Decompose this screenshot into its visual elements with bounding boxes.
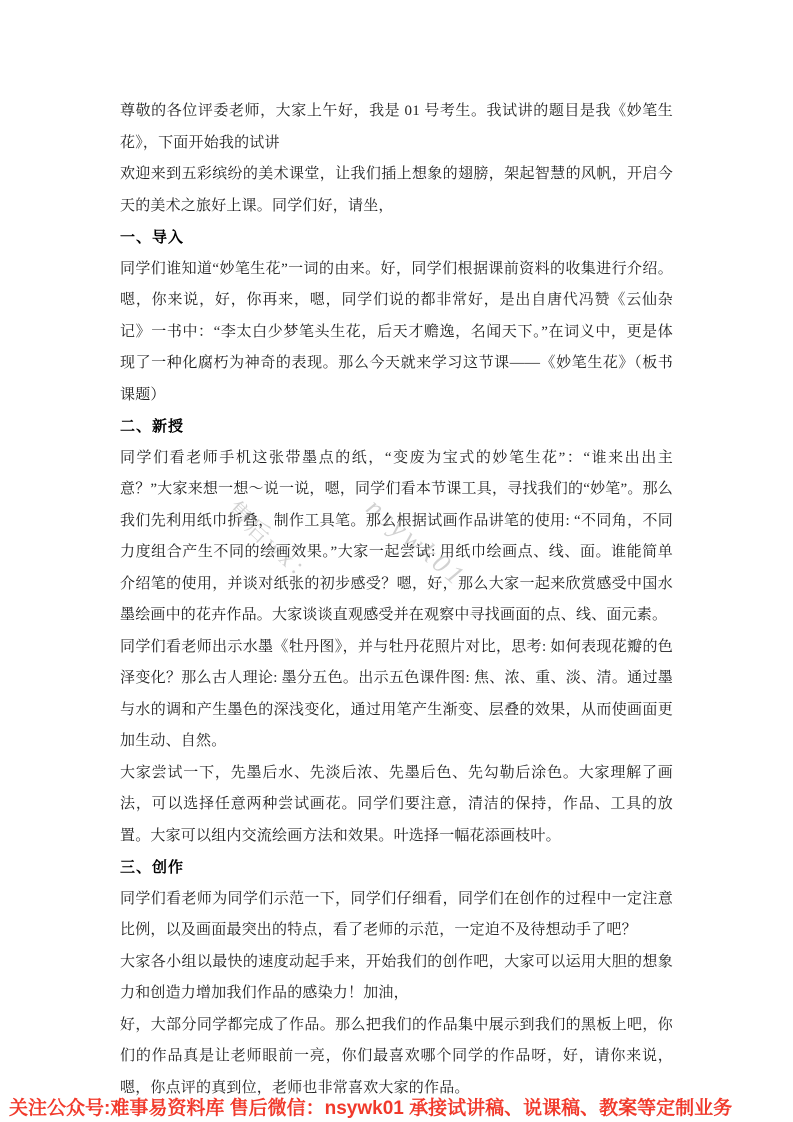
watermark-text-code: nsywk01 <box>360 492 473 593</box>
paragraph-xinshou-body-2: 同学们看老师出示水墨《牡丹图》，并与牡丹花照片对比，思考: 如何表现花瓣的色泽变化？那么古人理论: 墨分五色。出示五色课件图: 焦、浓、重、淡、清。通过墨与水的调和产生墨色的深浅变化，通过用笔产生渐变、层叠的效果，从而使画面更加生动、自然。 <box>120 638 673 749</box>
section-heading-xinshou: 二、新授 <box>120 418 185 435</box>
paragraph-daoru-body: 同学们谁知道“妙笔生花”一词的由来。好，同学们根据课前资料的收集进行介绍。嗯，你来说，好，你再来，嗯，同学们说的都非常好，是出自唐代冯赞《云仙杂记》一书中：“李太白少梦笔头生花，后天才赡逸，名闻天下。”在词义中，更是体现了一种化腐朽为神奇的表现。那么今天就来学习这节课——《妙笔生花》（板书课题） <box>120 260 673 403</box>
footer-promo-banner: 关注公众号:难事易资料库 售后微信：nsywk01 承接试讲稿、说课稿、教案等定制业务 <box>9 1098 733 1119</box>
paragraph-chuangzuo-body-1: 同学们看老师为同学们示范一下，同学们仔细看，同学们在创作的过程中一定注意比例，以及画面最突出的特点，看了老师的示范，一定迫不及待想动手了吧？ <box>120 890 673 938</box>
paragraph-greeting: 尊敬的各位评委老师，大家上午好，我是 01 号考生。我试讲的题目是我《妙笔生花》，下面开始我的试讲 <box>120 103 673 151</box>
watermark-text-cn: 售后wx： <box>221 496 321 592</box>
paragraph-chuangzuo-body-2: 大家各小组以最快的速度动起手来，开始我们的创作吧，大家可以运用大胆的想象力和创造力增加我们作品的感染力！加油， <box>120 953 673 1001</box>
paragraph-xinshou-body-1: 同学们看老师手机这张带墨点的纸，“变废为宝式的妙笔生花”：“谁来出出主意？”大家来想一想～说一说，嗯，同学们看本节课工具，寻找我们的“妙笔”。那么我们先利用纸巾折叠，制作工具笔。那么根据试画作品讲笔的使用: “不同角，不同力度组合产生不同的绘画效果。”大家一起尝试: 用纸巾绘画点、线、面。谁能简单介绍笔的使用，并谈对纸张的初步感受？嗯，好，那么大家一起来欣赏感受中国水墨绘画中的花卉作品。大家谈谈直观感受并在观察中寻找画面的点、线、面元素。 <box>120 449 673 623</box>
section-heading-chuangzuo: 三、创作 <box>120 859 185 876</box>
section-heading-daoru: 一、导入 <box>120 229 185 246</box>
paragraph-chuangzuo-body-3: 好，大部分同学都完成了作品。那么把我们的作品集中展示到我们的黑板上吧，你们的作品真是让老师眼前一亮，你们最喜欢哪个同学的作品呀，好，请你来说，嗯，你点评的真到位，老师也非常喜欢大家的作品。 <box>120 1016 673 1096</box>
document-body <box>120 96 673 1104</box>
paragraph-welcome: 欢迎来到五彩缤纷的美术课堂，让我们插上想象的翅膀，架起智慧的风帆，开启今天的美术之旅好上课。同学们好，请坐， <box>120 166 673 214</box>
paragraph-xinshou-body-3: 大家尝试一下，先墨后水、先淡后浓、先墨后色、先勾勒后涂色。大家理解了画法，可以选择任意两种尝试画花。同学们要注意，清洁的保持，作品、工具的放置。大家可以组内交流绘画方法和效果。叶选择一幅花添画枝叶。 <box>120 764 673 844</box>
